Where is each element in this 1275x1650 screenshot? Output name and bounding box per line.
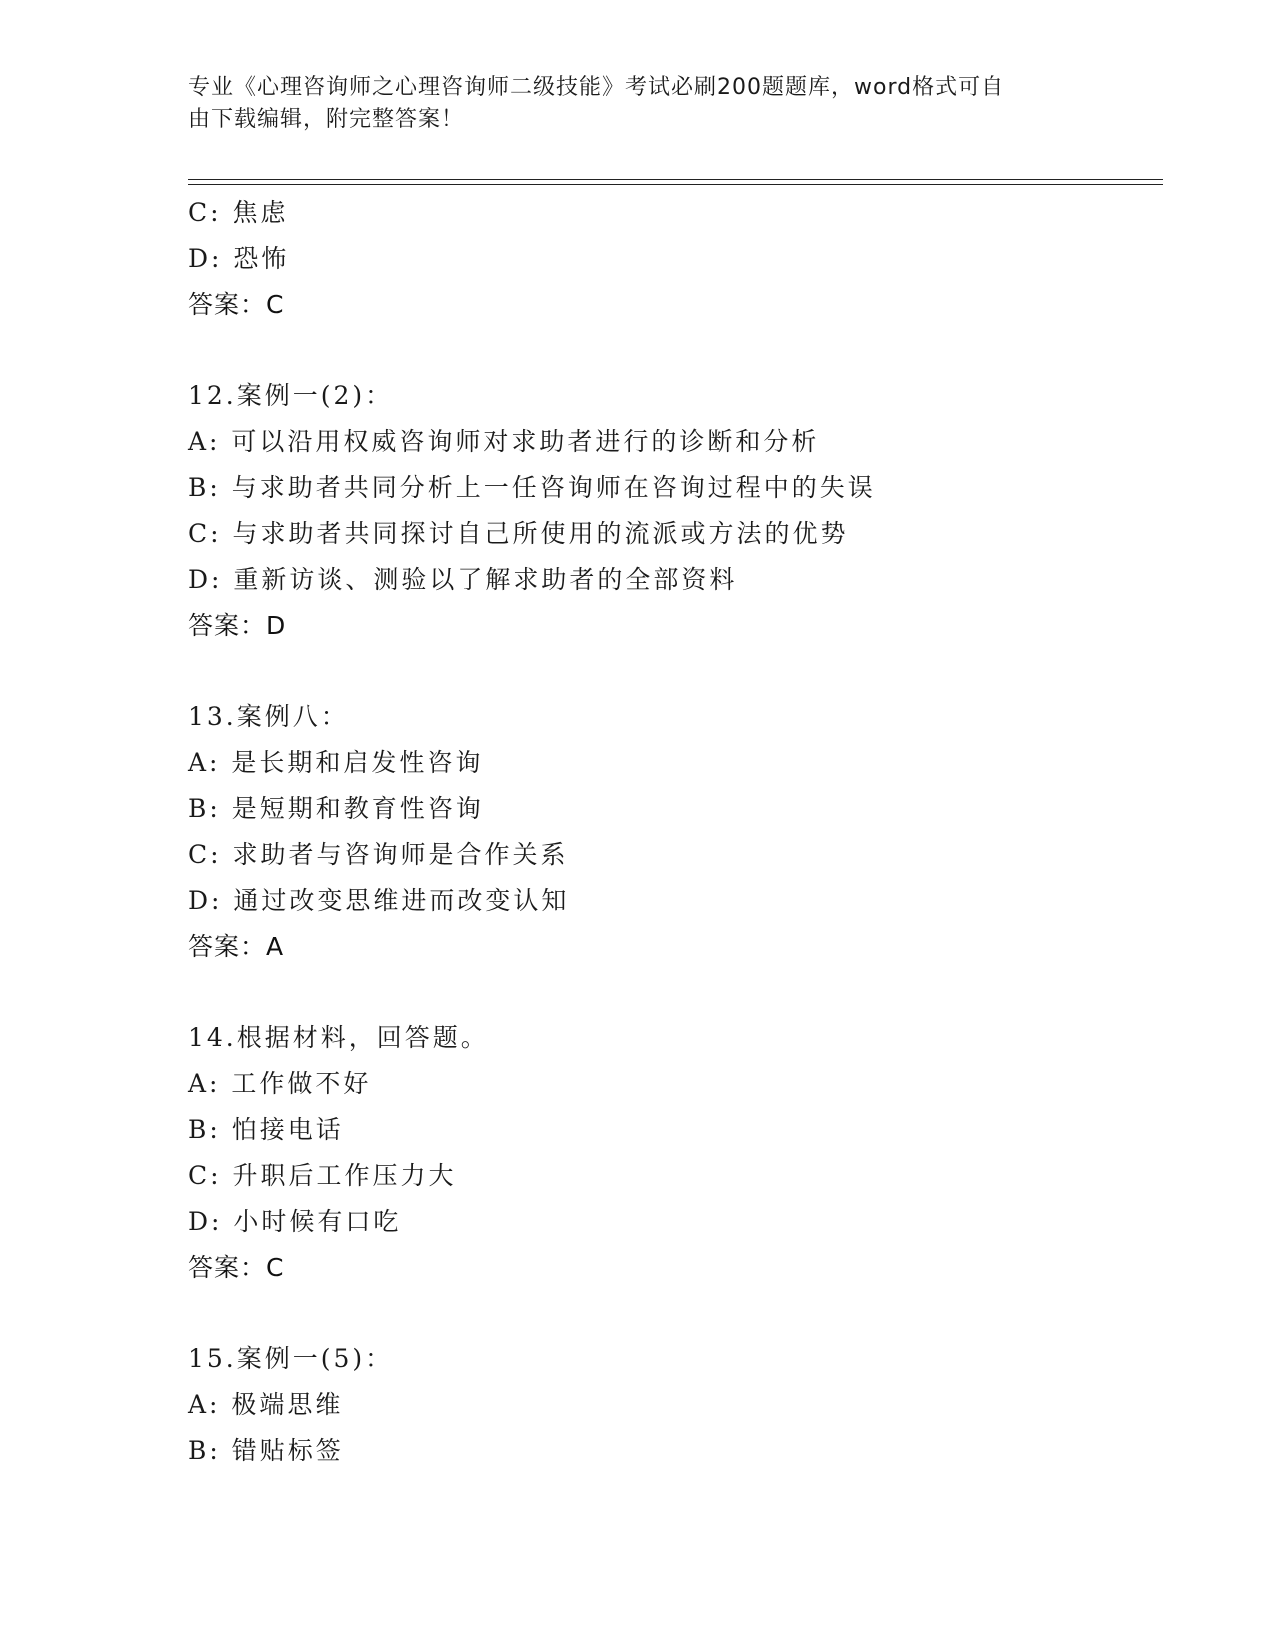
- option-a: A: 是长期和启发性咨询: [188, 748, 484, 777]
- option-a: A: 可以沿用权威咨询师对求助者进行的诊断和分析: [188, 427, 820, 456]
- question-15: [188, 1336, 1163, 1474]
- option-d: D: 小时候有口吃: [188, 1207, 402, 1236]
- document-header: [188, 72, 1088, 136]
- spacer: [188, 649, 1163, 694]
- option-b: B: 是短期和教育性咨询: [188, 794, 484, 823]
- option-b: B: 与求助者共同分析上一任咨询师在咨询过程中的失误: [188, 473, 876, 502]
- question-content: [188, 190, 1163, 1474]
- question-stem: 14.根据材料，回答题。: [188, 1023, 489, 1052]
- question-stem: 12.案例一(2)：: [188, 381, 394, 410]
- option-d: D: 重新访谈、测验以了解求助者的全部资料: [188, 565, 738, 594]
- spacer: [188, 328, 1163, 373]
- question-11-continuation: [188, 190, 1163, 328]
- option-c: C: 升职后工作压力大: [188, 1161, 457, 1190]
- option-b: B: 怕接电话: [188, 1115, 344, 1144]
- header-line-2: 由下载编辑，附完整答案！: [188, 107, 465, 132]
- spacer: [188, 1291, 1163, 1336]
- question-12: [188, 373, 1163, 649]
- option-c: C: 求助者与咨询师是合作关系: [188, 840, 569, 869]
- question-stem: 15.案例一(5)：: [188, 1344, 394, 1373]
- spacer: [188, 970, 1163, 1015]
- option-a: A: 极端思维: [188, 1390, 344, 1419]
- answer-line: 答案：D: [188, 611, 287, 640]
- question-13: [188, 694, 1163, 970]
- header-line-1: 专业《心理咨询师之心理咨询师二级技能》考试必刷200题题库，word格式可自: [188, 75, 1005, 100]
- option-d: D: 通过改变思维进而改变认知: [188, 886, 570, 915]
- option-d: D: 恐怖: [188, 244, 290, 273]
- option-c: C: 焦虑: [188, 198, 289, 227]
- answer-line: 答案：C: [188, 290, 285, 319]
- answer-line: 答案：C: [188, 1253, 285, 1282]
- option-b: B: 错贴标签: [188, 1436, 344, 1465]
- option-a: A: 工作做不好: [188, 1069, 372, 1098]
- header-divider-top: [188, 179, 1163, 180]
- header-divider-bottom: [188, 184, 1163, 185]
- answer-line: 答案：A: [188, 932, 285, 961]
- option-c: C: 与求助者共同探讨自己所使用的流派或方法的优势: [188, 519, 849, 548]
- question-14: [188, 1015, 1163, 1291]
- question-stem: 13.案例八：: [188, 702, 349, 731]
